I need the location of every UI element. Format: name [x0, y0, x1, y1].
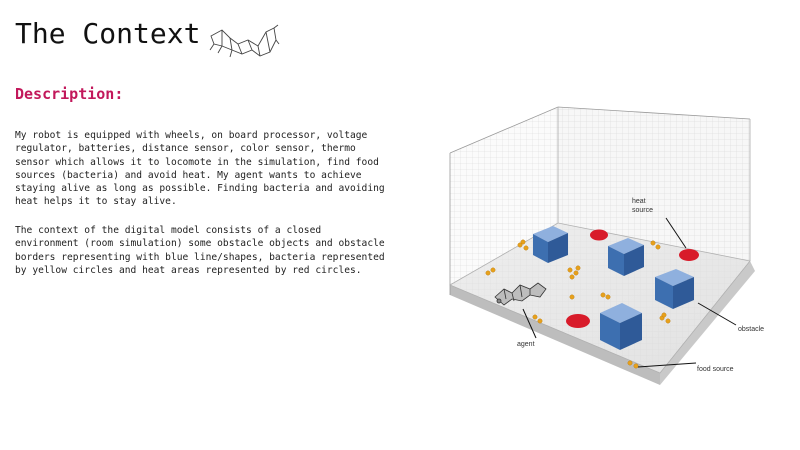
label-obstacle: obstacle	[738, 326, 765, 333]
description-paragraph-context: The context of the digital model consists of a closed environment (room simulation) some obstacle objects and obstacle borders representing with blue line/shapes, bacteria represented by yellow circles and heat areas represented by red circles.	[15, 225, 385, 276]
slide-title: The Context	[15, 17, 201, 50]
description-heading: Description:	[15, 85, 124, 103]
label-heat-source-line1: heat	[632, 198, 646, 205]
label-agent: agent	[517, 341, 535, 348]
room-simulation-illustration	[400, 85, 790, 435]
robot-doodle-icon	[208, 22, 280, 60]
heat-area	[590, 230, 608, 241]
description-paragraph-robot: My robot is equipped with wheels, on board processor, voltage regulator, batteries, distance sensor, color sensor, thermo sensor which allows it to locomote in the simulation, find food sources (bacteria) and avoid heat. My agent wants to achieve staying alive as long as possible. Finding bacteria and avoiding heat helps it to stay alive.	[15, 130, 385, 208]
label-heat-source-line2: source	[632, 207, 654, 214]
heat-area	[566, 314, 590, 328]
label-food-source: food source	[697, 366, 734, 373]
heat-area	[679, 249, 699, 261]
